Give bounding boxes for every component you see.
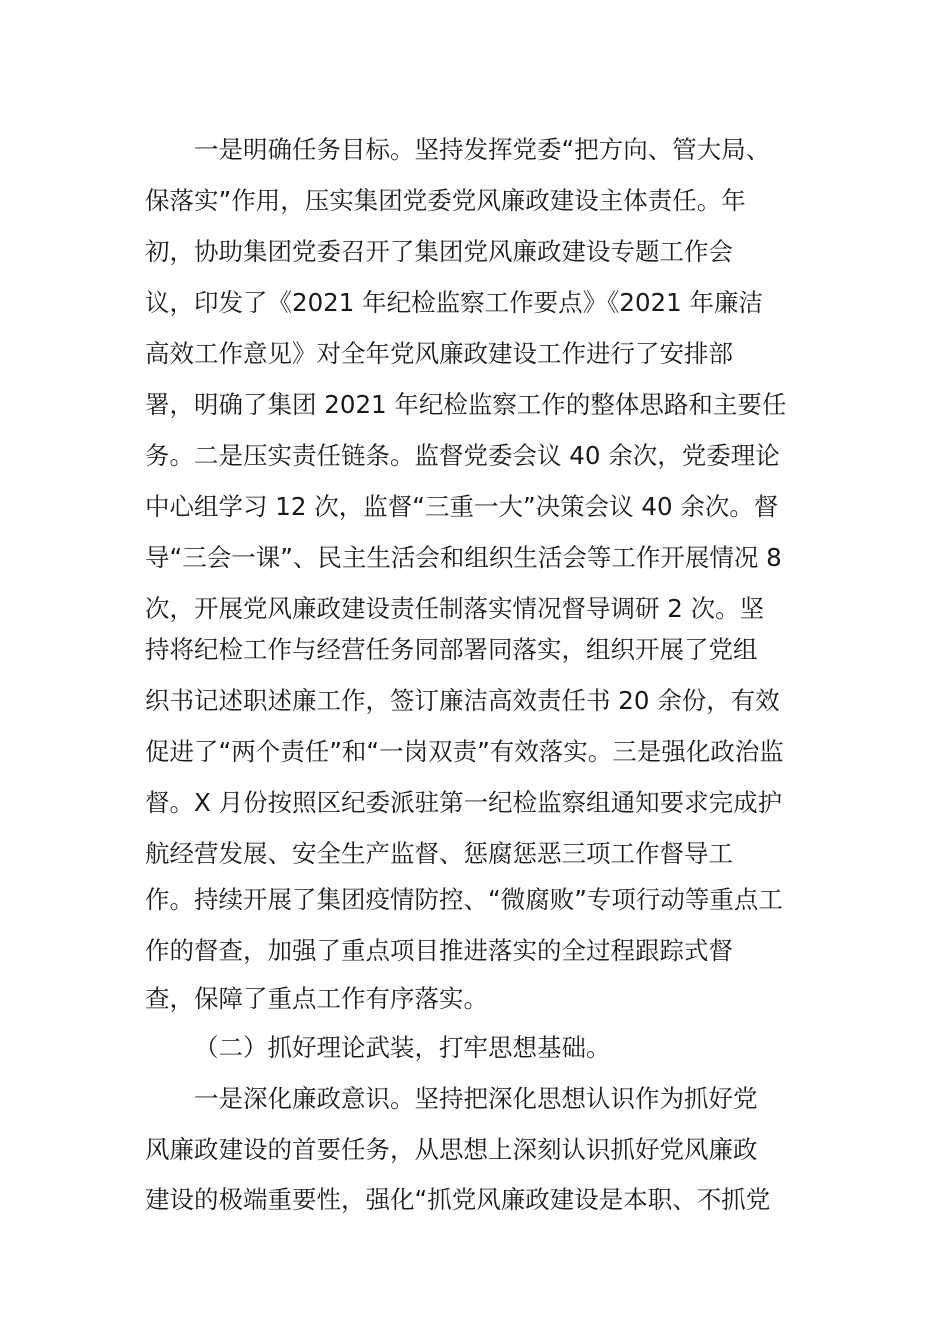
- section-heading: （二）抓好理论武装，打牢思想基础。: [194, 1033, 611, 1062]
- text-line: 作。持续开展了集团疫情防控、“微腐败”专项行动等重点工: [145, 885, 783, 914]
- text-line: 查，保障了重点工作有序落实。: [145, 984, 488, 1013]
- text-line: 持将纪检工作与经营任务同部署同落实，组织开展了党组: [145, 635, 758, 664]
- text-line: 中心组学习 12 次，监督“三重一大”决策会议 40 余次。督: [145, 492, 779, 521]
- text-line: 作的督查，加强了重点项目推进落实的全过程跟踪式督: [145, 936, 733, 965]
- text-line: 航经营发展、安全生产监督、惩腐惩恶三项工作督导工: [145, 839, 733, 868]
- text-line: 高效工作意见》对全年党风廉政建设工作进行了安排部: [145, 339, 733, 368]
- text-line: 督。X 月份按照区纪委派驻第一纪检监察组通知要求完成护: [145, 788, 783, 817]
- text-line: 促进了“两个责任”和“一岗双责”有效落实。三是强化政治监: [145, 737, 784, 766]
- text-line: 织书记述职述廉工作，签订廉洁高效责任书 20 余份，有效: [145, 686, 780, 715]
- text-line: 风廉政建设的首要任务，从思想上深刻认识抓好党风廉政: [145, 1135, 758, 1164]
- text-line: 务。二是压实责任链条。监督党委会议 40 余次，党委理论: [145, 441, 780, 470]
- text-line: 保落实”作用，压实集团党委党风廉政建设主体责任。年: [145, 186, 746, 215]
- text-line: 一是明确任务目标。坚持发挥党委“把方向、管大局、: [194, 135, 771, 164]
- text-line: 议，印发了《2021 年纪检监察工作要点》《2021 年廉洁: [145, 288, 764, 317]
- text-line: 一是深化廉政意识。坚持把深化思想认识作为抓好党: [194, 1084, 758, 1113]
- text-line: 署，明确了集团 2021 年纪检监察工作的整体思路和主要任: [145, 390, 787, 419]
- text-line: 初，协助集团党委召开了集团党风廉政建设专题工作会: [145, 237, 733, 266]
- text-line: 导“三会一课”、民主生活会和组织生活会等工作开展情况 8: [145, 543, 782, 572]
- text-line: 次，开展党风廉政建设责任制落实情况督导调研 2 次。坚: [145, 594, 765, 623]
- text-line: 建设的极端重要性，强化“抓党风廉政建设是本职、不抓党: [145, 1185, 771, 1214]
